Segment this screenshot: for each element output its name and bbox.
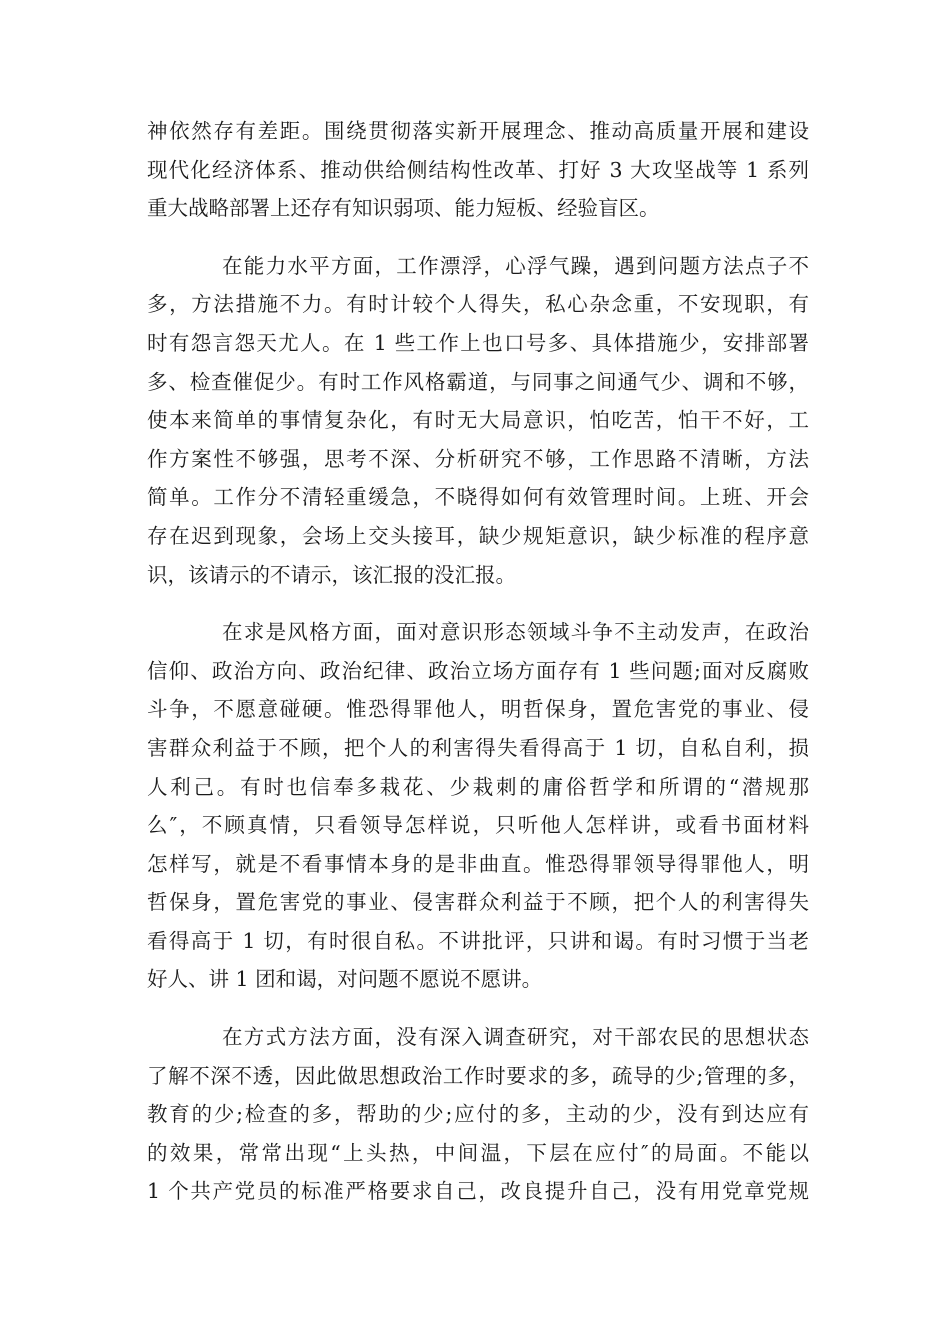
text-line: 重大战略部署上还存有知识弱项、能力短板、经验盲区。 <box>147 196 660 221</box>
paragraph-2 <box>147 247 809 594</box>
paragraph-3 <box>147 613 809 999</box>
text-line: 多，方法措施不力。有时计较个人得失，私心杂念重，不安现职，有 <box>147 292 809 317</box>
text-line: 害群众利益于不顾，把个人的利害得失看得高于 1 切，自私自利，损 <box>147 735 809 760</box>
text-line: 的效果，常常出现“上头热，中间温，下层在应付″的局面。不能以 <box>147 1140 809 1165</box>
text-line: 时有怨言怨天尤人。在 1 些工作上也口号多、具体措施少，安排部署 <box>147 330 809 355</box>
text-line: 神依然存有差距。围绕贯彻落实新开展理念、推动高质量开展和建设 <box>147 119 809 143</box>
text-line: 了解不深不透，因此做思想政治工作时要求的多，疏导的少;管理的多， <box>147 1063 809 1088</box>
text-line: 识，该请示的不请示，该汇报的没汇报。 <box>147 562 516 587</box>
text-line: 信仰、政治方向、政治纪律、政治立场方面存有 1 些问题;面对反腐败 <box>147 658 809 683</box>
paragraph-4 <box>147 1018 809 1211</box>
document-body <box>147 112 809 1211</box>
text-line: 哲保身，置危害党的事业、侵害群众利益于不顾，把个人的利害得失 <box>147 890 809 915</box>
text-line: 1 个共产党员的标准严格要求自己，改良提升自己，没有用党章党规 <box>147 1179 809 1204</box>
paragraph-1 <box>147 112 809 228</box>
text-line: 现代化经济体系、推动供给侧结构性改革、打好 3 大攻坚战等 1 系列 <box>147 157 809 182</box>
text-line: 使本来简单的事情复杂化，有时无大局意识，怕吃苦，怕干不好，工 <box>147 408 809 433</box>
text-line: 怎样写，就是不看事情本身的是非曲直。惟恐得罪领导得罪他人，明 <box>147 851 809 876</box>
text-line: 在能力水平方面，工作漂浮，心浮气躁，遇到问题方法点子不 <box>222 253 809 278</box>
text-line: 教育的少;检查的多，帮助的少;应付的多，主动的少，没有到达应有 <box>147 1102 809 1127</box>
text-line: 看得高于 1 切，有时很自私。不讲批评，只讲和谒。有时习惯于当老 <box>147 928 809 953</box>
text-line: 人利己。有时也信奉多栽花、少栽刺的庸俗哲学和所谓的“潜规那 <box>147 774 809 799</box>
text-line: 简单。工作分不清轻重缓急，不晓得如何有效管理时间。上班、开会 <box>147 485 809 510</box>
text-line: 多、检查催促少。有时工作风格霸道，与同事之间通气少、调和不够， <box>147 369 809 394</box>
text-line: 好人、讲 1 团和谒，对问题不愿说不愿讲。 <box>147 967 543 992</box>
text-line: 在方式方法方面，没有深入调查研究，对干部农民的思想状态 <box>222 1025 809 1050</box>
text-line: 存在迟到现象，会场上交头接耳，缺少规矩意识，缺少标准的程序意 <box>147 523 809 548</box>
text-line: 在求是风格方面，面对意识形态领域斗争不主动发声，在政治 <box>222 620 809 645</box>
text-line: 作方案性不够强，思考不深、分析研究不够，工作思路不清晰，方法 <box>147 446 809 471</box>
text-line: 么″，不顾真情，只看领导怎样说，只听他人怎样讲，或看书面材料 <box>147 813 809 838</box>
text-line: 斗争，不愿意碰硬。惟恐得罪他人，明哲保身，置危害党的事业、侵 <box>147 697 809 722</box>
